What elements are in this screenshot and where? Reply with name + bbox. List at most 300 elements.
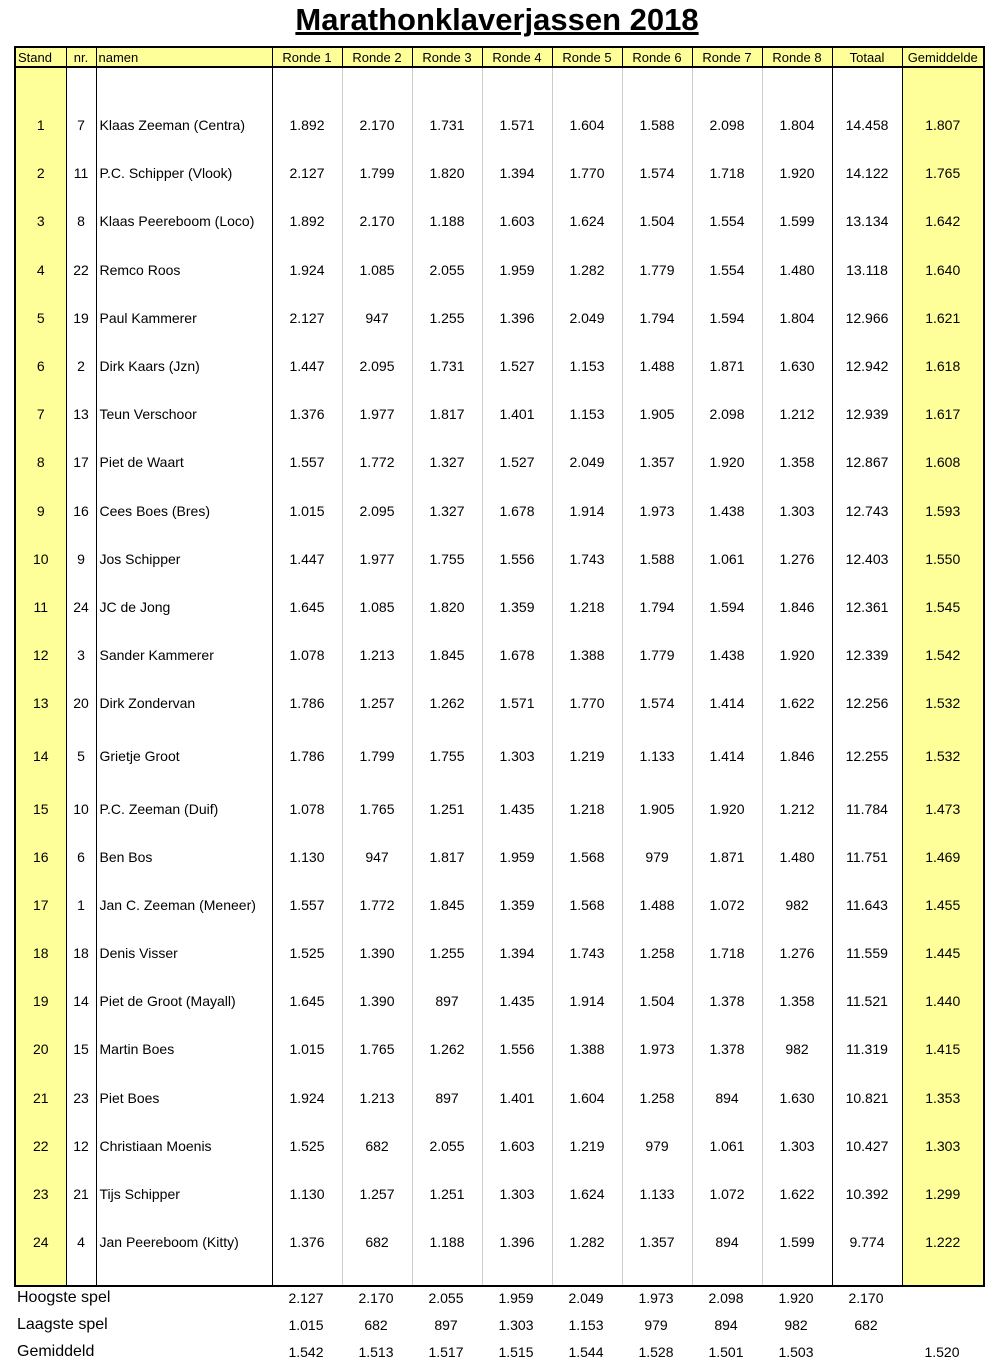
summary-round-6: 979 bbox=[644, 1316, 668, 1333]
summary-row bbox=[14, 1311, 983, 1338]
round-3-cell: 897 bbox=[412, 977, 482, 1025]
round-2-cell: 2.170 bbox=[342, 101, 412, 149]
round-4-cell: 1.678 bbox=[482, 487, 552, 535]
spacer-cell bbox=[482, 67, 552, 101]
summary-round-5: 1.544 bbox=[568, 1343, 604, 1360]
round-1-cell: 1.015 bbox=[272, 1025, 342, 1073]
name-cell: Jan C. Zeeman (Meneer) bbox=[96, 881, 272, 929]
round-5-cell: 1.743 bbox=[552, 535, 622, 583]
summary-round-4: 1.303 bbox=[498, 1316, 534, 1333]
round-1-cell: 1.924 bbox=[272, 1074, 342, 1122]
round-7-cell: 1.061 bbox=[692, 535, 762, 583]
stand-cell: 8 bbox=[15, 438, 66, 486]
round-2-cell: 1.772 bbox=[342, 881, 412, 929]
round-6-cell: 1.973 bbox=[622, 1025, 692, 1073]
round-2-cell: 1.085 bbox=[342, 246, 412, 294]
round-4-cell: 1.435 bbox=[482, 784, 552, 832]
round-7-cell: 1.378 bbox=[692, 1025, 762, 1073]
average-cell: 1.593 bbox=[902, 487, 984, 535]
round-7-cell: 1.414 bbox=[692, 679, 762, 727]
round-8-cell: 1.480 bbox=[762, 833, 832, 881]
table-row bbox=[15, 784, 984, 832]
round-6-cell: 1.488 bbox=[622, 881, 692, 929]
round-5-cell: 1.914 bbox=[552, 487, 622, 535]
average-cell: 1.765 bbox=[902, 149, 984, 197]
nr-cell: 23 bbox=[66, 1074, 96, 1122]
summary-label: Gemiddeld bbox=[17, 1342, 95, 1360]
header-nr: nr. bbox=[66, 47, 96, 67]
round-6-cell: 1.973 bbox=[622, 487, 692, 535]
round-6-cell: 1.779 bbox=[622, 631, 692, 679]
round-7-cell: 1.871 bbox=[692, 833, 762, 881]
round-6-cell: 979 bbox=[622, 833, 692, 881]
name-cell: Tijs Schipper bbox=[96, 1170, 272, 1218]
round-3-cell: 1.327 bbox=[412, 487, 482, 535]
round-3-cell: 1.188 bbox=[412, 1218, 482, 1266]
round-2-cell: 1.085 bbox=[342, 583, 412, 631]
round-7-cell: 1.072 bbox=[692, 881, 762, 929]
round-5-cell: 1.219 bbox=[552, 1122, 622, 1170]
round-6-cell: 1.357 bbox=[622, 1218, 692, 1266]
spacer-cell bbox=[96, 67, 272, 101]
round-1-cell: 1.447 bbox=[272, 535, 342, 583]
total-cell: 12.942 bbox=[832, 342, 902, 390]
summary-round-7: 2.098 bbox=[708, 1289, 744, 1306]
summary-round-6: 1.528 bbox=[638, 1343, 674, 1360]
round-5-cell: 1.770 bbox=[552, 679, 622, 727]
nr-cell: 2 bbox=[66, 342, 96, 390]
table-row bbox=[15, 1170, 984, 1218]
round-6-cell: 1.133 bbox=[622, 727, 692, 784]
round-8-cell: 1.920 bbox=[762, 149, 832, 197]
round-4-cell: 1.678 bbox=[482, 631, 552, 679]
round-6-cell: 1.357 bbox=[622, 438, 692, 486]
round-2-cell: 1.257 bbox=[342, 679, 412, 727]
round-1-cell: 1.525 bbox=[272, 929, 342, 977]
round-1-cell: 1.078 bbox=[272, 631, 342, 679]
round-8-cell: 1.599 bbox=[762, 197, 832, 245]
summary-round-2: 682 bbox=[364, 1316, 388, 1333]
round-5-cell: 1.153 bbox=[552, 390, 622, 438]
average-cell: 1.542 bbox=[902, 631, 984, 679]
header-ronde-2: Ronde 2 bbox=[342, 47, 412, 67]
stand-cell: 13 bbox=[15, 679, 66, 727]
stand-cell: 10 bbox=[15, 535, 66, 583]
nr-cell: 18 bbox=[66, 929, 96, 977]
average-cell: 1.440 bbox=[902, 977, 984, 1025]
round-4-cell: 1.359 bbox=[482, 583, 552, 631]
table-row bbox=[15, 1218, 984, 1266]
stand-cell: 15 bbox=[15, 784, 66, 832]
average-cell: 1.445 bbox=[902, 929, 984, 977]
results-body bbox=[15, 67, 984, 1286]
round-2-cell: 1.977 bbox=[342, 535, 412, 583]
round-6-cell: 1.258 bbox=[622, 929, 692, 977]
round-3-cell: 1.188 bbox=[412, 197, 482, 245]
average-cell: 1.353 bbox=[902, 1074, 984, 1122]
total-cell: 10.427 bbox=[832, 1122, 902, 1170]
name-cell: Paul Kammerer bbox=[96, 294, 272, 342]
round-1-cell: 1.557 bbox=[272, 881, 342, 929]
round-2-cell: 682 bbox=[342, 1122, 412, 1170]
round-7-cell: 1.594 bbox=[692, 294, 762, 342]
table-row bbox=[15, 246, 984, 294]
summary-round-8: 1.920 bbox=[778, 1289, 814, 1306]
summary-round-4: 1.959 bbox=[498, 1289, 534, 1306]
stand-cell: 1 bbox=[15, 101, 66, 149]
round-8-cell: 1.276 bbox=[762, 929, 832, 977]
nr-cell: 11 bbox=[66, 149, 96, 197]
spacer-cell bbox=[762, 67, 832, 101]
summary-row bbox=[14, 1284, 983, 1311]
average-cell: 1.621 bbox=[902, 294, 984, 342]
name-cell: Grietje Groot bbox=[96, 727, 272, 784]
name-cell: Dirk Kaars (Jzn) bbox=[96, 342, 272, 390]
summary-round-3: 2.055 bbox=[428, 1289, 464, 1306]
stand-cell: 21 bbox=[15, 1074, 66, 1122]
round-2-cell: 1.213 bbox=[342, 1074, 412, 1122]
average-cell: 1.303 bbox=[902, 1122, 984, 1170]
average-cell: 1.640 bbox=[902, 246, 984, 294]
name-cell: P.C. Zeeman (Duif) bbox=[96, 784, 272, 832]
round-8-cell: 1.212 bbox=[762, 390, 832, 438]
round-7-cell: 1.061 bbox=[692, 1122, 762, 1170]
summary-average: 1.520 bbox=[924, 1343, 960, 1360]
header-row bbox=[15, 47, 984, 67]
table-row bbox=[15, 1074, 984, 1122]
round-8-cell: 1.599 bbox=[762, 1218, 832, 1266]
summary-label: Hoogste spel bbox=[17, 1288, 111, 1306]
round-5-cell: 1.388 bbox=[552, 631, 622, 679]
nr-cell: 17 bbox=[66, 438, 96, 486]
round-3-cell: 1.251 bbox=[412, 784, 482, 832]
stand-cell: 16 bbox=[15, 833, 66, 881]
total-cell: 14.458 bbox=[832, 101, 902, 149]
page-title: Marathonklaverjassen 2018 bbox=[295, 2, 699, 37]
round-7-cell: 1.438 bbox=[692, 631, 762, 679]
total-cell: 12.743 bbox=[832, 487, 902, 535]
name-cell: Klaas Peereboom (Loco) bbox=[96, 197, 272, 245]
summary-body bbox=[14, 1284, 983, 1365]
round-5-cell: 2.049 bbox=[552, 294, 622, 342]
total-cell: 12.256 bbox=[832, 679, 902, 727]
stand-cell: 23 bbox=[15, 1170, 66, 1218]
stand-cell: 18 bbox=[15, 929, 66, 977]
name-cell: Jan Peereboom (Kitty) bbox=[96, 1218, 272, 1266]
name-cell: JC de Jong bbox=[96, 583, 272, 631]
round-8-cell: 1.303 bbox=[762, 1122, 832, 1170]
round-7-cell: 1.438 bbox=[692, 487, 762, 535]
round-3-cell: 2.055 bbox=[412, 246, 482, 294]
round-2-cell: 2.095 bbox=[342, 342, 412, 390]
round-2-cell: 947 bbox=[342, 833, 412, 881]
round-4-cell: 1.401 bbox=[482, 390, 552, 438]
round-8-cell: 1.622 bbox=[762, 679, 832, 727]
round-8-cell: 1.846 bbox=[762, 583, 832, 631]
name-cell: Piet Boes bbox=[96, 1074, 272, 1122]
table-row bbox=[15, 833, 984, 881]
round-5-cell: 1.568 bbox=[552, 881, 622, 929]
round-2-cell: 947 bbox=[342, 294, 412, 342]
round-3-cell: 1.820 bbox=[412, 149, 482, 197]
total-cell: 11.751 bbox=[832, 833, 902, 881]
header-gemiddelde: Gemiddelde bbox=[902, 47, 984, 67]
round-6-cell: 1.794 bbox=[622, 294, 692, 342]
total-cell: 12.939 bbox=[832, 390, 902, 438]
average-cell: 1.299 bbox=[902, 1170, 984, 1218]
table-row bbox=[15, 294, 984, 342]
round-6-cell: 1.588 bbox=[622, 535, 692, 583]
round-1-cell: 1.645 bbox=[272, 583, 342, 631]
nr-cell: 12 bbox=[66, 1122, 96, 1170]
spacer-row bbox=[15, 67, 984, 101]
round-8-cell: 1.846 bbox=[762, 727, 832, 784]
stand-cell: 9 bbox=[15, 487, 66, 535]
summary-average bbox=[901, 1284, 983, 1311]
name-cell: Cees Boes (Bres) bbox=[96, 487, 272, 535]
summary-round-5: 1.153 bbox=[568, 1316, 604, 1333]
round-2-cell: 1.390 bbox=[342, 929, 412, 977]
round-6-cell: 1.588 bbox=[622, 101, 692, 149]
header-ronde-5: Ronde 5 bbox=[552, 47, 622, 67]
round-7-cell: 1.378 bbox=[692, 977, 762, 1025]
average-cell: 1.469 bbox=[902, 833, 984, 881]
table-row bbox=[15, 149, 984, 197]
round-2-cell: 1.977 bbox=[342, 390, 412, 438]
spacer-cell bbox=[552, 67, 622, 101]
round-6-cell: 1.504 bbox=[622, 197, 692, 245]
total-cell: 12.361 bbox=[832, 583, 902, 631]
stand-cell: 22 bbox=[15, 1122, 66, 1170]
average-cell: 1.642 bbox=[902, 197, 984, 245]
round-5-cell: 1.604 bbox=[552, 1074, 622, 1122]
table-row bbox=[15, 487, 984, 535]
round-1-cell: 1.786 bbox=[272, 727, 342, 784]
nr-cell: 14 bbox=[66, 977, 96, 1025]
round-7-cell: 1.920 bbox=[692, 784, 762, 832]
nr-cell: 19 bbox=[66, 294, 96, 342]
round-6-cell: 979 bbox=[622, 1122, 692, 1170]
round-4-cell: 1.303 bbox=[482, 727, 552, 784]
total-cell: 12.867 bbox=[832, 438, 902, 486]
round-8-cell: 1.630 bbox=[762, 342, 832, 390]
total-cell: 11.319 bbox=[832, 1025, 902, 1073]
round-6-cell: 1.794 bbox=[622, 583, 692, 631]
summary-round-6: 1.973 bbox=[638, 1289, 674, 1306]
summary-round-5: 2.049 bbox=[568, 1289, 604, 1306]
round-1-cell: 2.127 bbox=[272, 294, 342, 342]
spacer-cell bbox=[66, 67, 96, 101]
round-3-cell: 1.255 bbox=[412, 929, 482, 977]
name-cell: Denis Visser bbox=[96, 929, 272, 977]
round-1-cell: 1.447 bbox=[272, 342, 342, 390]
round-3-cell: 1.845 bbox=[412, 881, 482, 929]
round-8-cell: 1.303 bbox=[762, 487, 832, 535]
total-cell: 14.122 bbox=[832, 149, 902, 197]
spacer-cell bbox=[342, 67, 412, 101]
round-1-cell: 1.525 bbox=[272, 1122, 342, 1170]
stand-cell: 2 bbox=[15, 149, 66, 197]
summary-total: 682 bbox=[854, 1316, 878, 1333]
round-1-cell: 1.130 bbox=[272, 833, 342, 881]
round-3-cell: 1.731 bbox=[412, 101, 482, 149]
round-3-cell: 1.327 bbox=[412, 438, 482, 486]
round-8-cell: 1.630 bbox=[762, 1074, 832, 1122]
round-5-cell: 1.153 bbox=[552, 342, 622, 390]
round-1-cell: 1.786 bbox=[272, 679, 342, 727]
round-6-cell: 1.574 bbox=[622, 679, 692, 727]
round-7-cell: 1.718 bbox=[692, 929, 762, 977]
round-8-cell: 1.358 bbox=[762, 438, 832, 486]
total-cell: 10.821 bbox=[832, 1074, 902, 1122]
header-ronde-4: Ronde 4 bbox=[482, 47, 552, 67]
summary-total bbox=[831, 1338, 901, 1365]
header-ronde-3: Ronde 3 bbox=[412, 47, 482, 67]
round-8-cell: 1.212 bbox=[762, 784, 832, 832]
header-ronde-8: Ronde 8 bbox=[762, 47, 832, 67]
results-table bbox=[14, 46, 985, 1287]
round-7-cell: 1.554 bbox=[692, 197, 762, 245]
round-8-cell: 1.804 bbox=[762, 101, 832, 149]
round-6-cell: 1.574 bbox=[622, 149, 692, 197]
round-2-cell: 1.390 bbox=[342, 977, 412, 1025]
round-7-cell: 2.098 bbox=[692, 101, 762, 149]
round-7-cell: 1.871 bbox=[692, 342, 762, 390]
nr-cell: 20 bbox=[66, 679, 96, 727]
stand-cell: 12 bbox=[15, 631, 66, 679]
average-cell: 1.550 bbox=[902, 535, 984, 583]
summary-round-3: 1.517 bbox=[428, 1343, 464, 1360]
round-2-cell: 1.257 bbox=[342, 1170, 412, 1218]
round-1-cell: 1.892 bbox=[272, 101, 342, 149]
header-namen: namen bbox=[96, 47, 272, 67]
round-2-cell: 1.772 bbox=[342, 438, 412, 486]
round-7-cell: 1.414 bbox=[692, 727, 762, 784]
round-4-cell: 1.359 bbox=[482, 881, 552, 929]
total-cell: 12.255 bbox=[832, 727, 902, 784]
name-cell: Piet de Waart bbox=[96, 438, 272, 486]
round-7-cell: 1.594 bbox=[692, 583, 762, 631]
table-row bbox=[15, 390, 984, 438]
round-8-cell: 1.276 bbox=[762, 535, 832, 583]
header-ronde-6: Ronde 6 bbox=[622, 47, 692, 67]
round-3-cell: 1.817 bbox=[412, 390, 482, 438]
header-ronde-1: Ronde 1 bbox=[272, 47, 342, 67]
average-cell: 1.807 bbox=[902, 101, 984, 149]
round-5-cell: 1.568 bbox=[552, 833, 622, 881]
total-cell: 12.403 bbox=[832, 535, 902, 583]
name-cell: Christiaan Moenis bbox=[96, 1122, 272, 1170]
stand-cell: 14 bbox=[15, 727, 66, 784]
table-row bbox=[15, 631, 984, 679]
average-cell: 1.222 bbox=[902, 1218, 984, 1266]
spacer-cell bbox=[272, 67, 342, 101]
round-7-cell: 1.920 bbox=[692, 438, 762, 486]
name-cell: Dirk Zondervan bbox=[96, 679, 272, 727]
round-5-cell: 1.604 bbox=[552, 101, 622, 149]
nr-cell: 15 bbox=[66, 1025, 96, 1073]
round-3-cell: 1.820 bbox=[412, 583, 482, 631]
round-3-cell: 1.845 bbox=[412, 631, 482, 679]
header-totaal: Totaal bbox=[832, 47, 902, 67]
round-1-cell: 1.130 bbox=[272, 1170, 342, 1218]
round-3-cell: 897 bbox=[412, 1074, 482, 1122]
table-row bbox=[15, 197, 984, 245]
table-row bbox=[15, 1122, 984, 1170]
name-cell: Piet de Groot (Mayall) bbox=[96, 977, 272, 1025]
table-row bbox=[15, 679, 984, 727]
average-cell: 1.532 bbox=[902, 727, 984, 784]
round-1-cell: 1.376 bbox=[272, 390, 342, 438]
round-7-cell: 1.072 bbox=[692, 1170, 762, 1218]
round-3-cell: 1.251 bbox=[412, 1170, 482, 1218]
round-8-cell: 1.804 bbox=[762, 294, 832, 342]
round-8-cell: 982 bbox=[762, 881, 832, 929]
average-cell: 1.545 bbox=[902, 583, 984, 631]
summary-round-8: 1.503 bbox=[778, 1343, 814, 1360]
round-1-cell: 1.892 bbox=[272, 197, 342, 245]
round-4-cell: 1.603 bbox=[482, 197, 552, 245]
round-2-cell: 1.799 bbox=[342, 727, 412, 784]
round-3-cell: 2.055 bbox=[412, 1122, 482, 1170]
round-5-cell: 1.388 bbox=[552, 1025, 622, 1073]
round-3-cell: 1.731 bbox=[412, 342, 482, 390]
round-4-cell: 1.435 bbox=[482, 977, 552, 1025]
summary-row bbox=[14, 1338, 983, 1365]
nr-cell: 5 bbox=[66, 727, 96, 784]
average-cell: 1.415 bbox=[902, 1025, 984, 1073]
round-6-cell: 1.504 bbox=[622, 977, 692, 1025]
total-cell: 9.774 bbox=[832, 1218, 902, 1266]
nr-cell: 9 bbox=[66, 535, 96, 583]
round-6-cell: 1.905 bbox=[622, 390, 692, 438]
average-cell: 1.617 bbox=[902, 390, 984, 438]
summary-round-4: 1.515 bbox=[498, 1343, 534, 1360]
nr-cell: 16 bbox=[66, 487, 96, 535]
round-4-cell: 1.556 bbox=[482, 1025, 552, 1073]
round-7-cell: 2.098 bbox=[692, 390, 762, 438]
name-cell: Klaas Zeeman (Centra) bbox=[96, 101, 272, 149]
stand-cell: 3 bbox=[15, 197, 66, 245]
round-4-cell: 1.401 bbox=[482, 1074, 552, 1122]
summary-round-1: 2.127 bbox=[288, 1289, 324, 1306]
round-5-cell: 1.282 bbox=[552, 246, 622, 294]
round-4-cell: 1.959 bbox=[482, 246, 552, 294]
stand-cell: 24 bbox=[15, 1218, 66, 1266]
round-4-cell: 1.396 bbox=[482, 294, 552, 342]
round-8-cell: 1.480 bbox=[762, 246, 832, 294]
table-row bbox=[15, 535, 984, 583]
round-7-cell: 1.554 bbox=[692, 246, 762, 294]
table-row bbox=[15, 881, 984, 929]
round-1-cell: 1.924 bbox=[272, 246, 342, 294]
round-4-cell: 1.603 bbox=[482, 1122, 552, 1170]
stand-cell: 20 bbox=[15, 1025, 66, 1073]
round-4-cell: 1.527 bbox=[482, 342, 552, 390]
summary-total: 2.170 bbox=[848, 1289, 884, 1306]
name-cell: Teun Verschoor bbox=[96, 390, 272, 438]
nr-cell: 6 bbox=[66, 833, 96, 881]
round-6-cell: 1.488 bbox=[622, 342, 692, 390]
round-3-cell: 1.262 bbox=[412, 679, 482, 727]
round-7-cell: 1.718 bbox=[692, 149, 762, 197]
name-cell: Ben Bos bbox=[96, 833, 272, 881]
total-cell: 13.118 bbox=[832, 246, 902, 294]
round-8-cell: 1.358 bbox=[762, 977, 832, 1025]
table-row bbox=[15, 1025, 984, 1073]
nr-cell: 10 bbox=[66, 784, 96, 832]
nr-cell: 22 bbox=[66, 246, 96, 294]
